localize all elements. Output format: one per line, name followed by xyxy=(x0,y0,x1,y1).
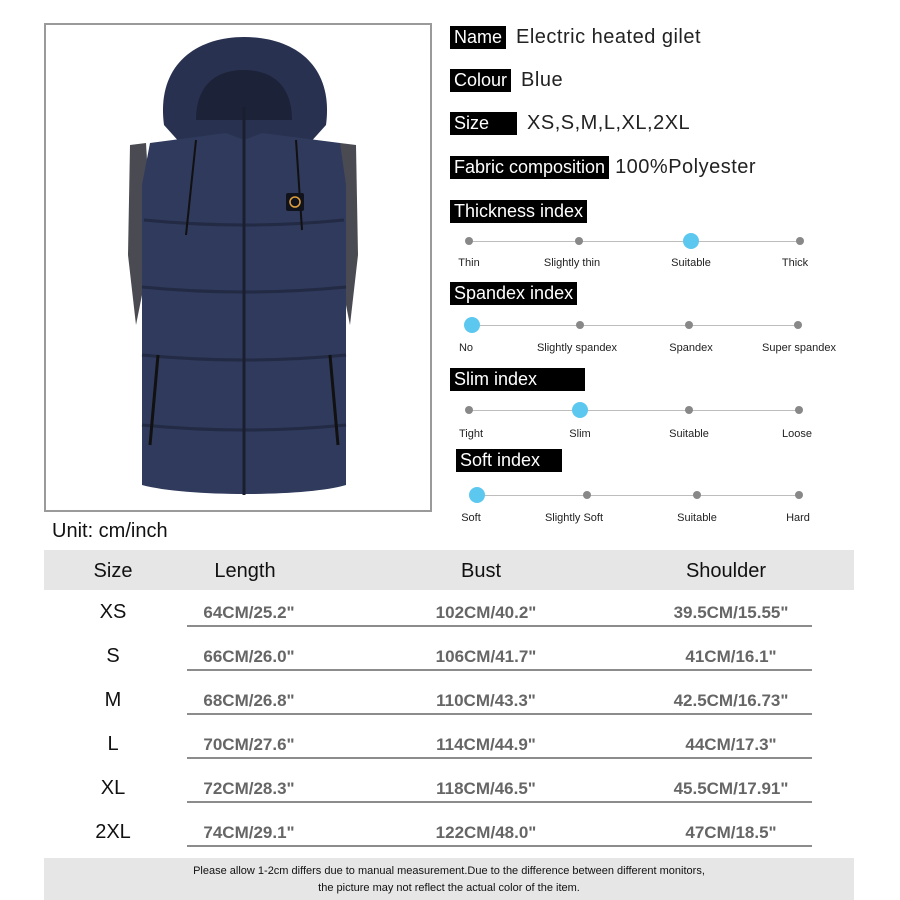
scale-dot xyxy=(794,321,802,329)
scale-dot xyxy=(795,491,803,499)
spec-size-row xyxy=(450,112,690,135)
scale-line xyxy=(472,325,798,326)
disclaimer-line-2: the picture may not reflect the actual color of the item. xyxy=(318,882,580,894)
disclaimer-footer xyxy=(44,858,854,900)
scale-dot xyxy=(693,491,701,499)
row-divider xyxy=(187,757,812,759)
scale-label: Suitable xyxy=(677,512,717,524)
bust-cell: 110CM/43.3" xyxy=(436,691,536,710)
scale-label: Tight xyxy=(458,428,484,440)
length-cell: 70CM/27.6" xyxy=(203,735,295,754)
scale-label: Hard xyxy=(786,512,810,524)
scale-dot xyxy=(796,237,804,245)
size-cell: S xyxy=(106,645,120,667)
scale-dot-selected xyxy=(469,487,485,503)
scale-dot xyxy=(583,491,591,499)
scale-label: Slightly spandex xyxy=(536,342,618,354)
spec-size-value: XS,S,M,L,XL,2XL xyxy=(527,112,691,134)
shoulder-cell: 39.5CM/15.55" xyxy=(673,603,789,622)
shoulder-cell: 44CM/17.3" xyxy=(685,735,777,754)
scale-dot-selected xyxy=(683,233,699,249)
header-length: Length xyxy=(214,560,276,582)
bust-cell: 106CM/41.7" xyxy=(435,647,537,666)
header-bust: Bust xyxy=(460,560,502,582)
row-divider xyxy=(187,801,812,803)
spec-colour-value: Blue xyxy=(521,69,564,91)
shoulder-cell: 42.5CM/16.73" xyxy=(673,691,789,710)
scale-dot-selected xyxy=(464,317,480,333)
size-cell: 2XL xyxy=(95,821,131,843)
index-title: Thickness index xyxy=(450,200,587,223)
scale-dot xyxy=(795,406,803,414)
scale-dot xyxy=(465,406,473,414)
size-cell: M xyxy=(104,689,122,711)
scale-label: Thin xyxy=(458,257,480,269)
shoulder-cell: 45.5CM/17.91" xyxy=(673,779,789,798)
scale-line xyxy=(469,241,800,242)
shoulder-cell: 47CM/18.5" xyxy=(685,823,777,842)
scale-line xyxy=(477,495,799,496)
spec-fabric-key: Fabric composition xyxy=(450,156,609,179)
row-divider xyxy=(187,845,812,847)
spec-size-key: Size xyxy=(450,112,517,135)
row-divider xyxy=(187,669,812,671)
scale-line xyxy=(469,410,799,411)
scale-label: Super spandex xyxy=(762,342,836,354)
spec-fabric-row xyxy=(450,156,756,179)
product-image xyxy=(44,23,432,512)
spec-fabric-value: 100%Polyester xyxy=(615,156,757,178)
scale-dot xyxy=(576,321,584,329)
scale-label: Spandex xyxy=(669,342,713,354)
spec-name-row xyxy=(450,26,701,49)
scale-dot xyxy=(575,237,583,245)
length-cell: 72CM/28.3" xyxy=(203,779,295,798)
disclaimer-line-1: Please allow 1-2cm differs due to manual measurement.Due to the difference between different monitors, xyxy=(193,865,705,877)
header-size: Size xyxy=(93,560,133,582)
length-cell: 66CM/26.0" xyxy=(203,647,295,666)
bust-cell: 114CM/44.9" xyxy=(436,735,536,754)
bust-cell: 102CM/40.2" xyxy=(435,603,537,622)
index-title: Spandex index xyxy=(450,282,577,305)
length-cell: 64CM/25.2" xyxy=(203,603,295,622)
scale-dot-selected xyxy=(572,402,588,418)
scale-label: Suitable xyxy=(669,428,709,440)
scale-dot xyxy=(465,237,473,245)
scale-label: No xyxy=(458,342,474,354)
row-divider xyxy=(187,625,812,627)
spec-colour-key: Colour xyxy=(450,69,511,92)
bust-cell: 118CM/46.5" xyxy=(436,779,536,798)
size-cell: XS xyxy=(99,601,127,623)
length-cell: 74CM/29.1" xyxy=(203,823,295,842)
length-cell: 68CM/26.8" xyxy=(203,691,295,710)
shoulder-cell: 41CM/16.1" xyxy=(685,647,777,666)
spec-colour-row xyxy=(450,69,563,92)
scale-label: Slim xyxy=(569,428,591,440)
bust-cell: 122CM/48.0" xyxy=(435,823,537,842)
scale-dot xyxy=(685,321,693,329)
unit-label: Unit: cm/inch xyxy=(52,520,168,542)
scale-label: Loose xyxy=(782,428,812,440)
row-divider xyxy=(187,713,812,715)
size-cell: XL xyxy=(100,777,126,799)
scale-label: Slightly thin xyxy=(543,257,601,269)
scale-label: Thick xyxy=(781,257,809,269)
index-title: Slim index xyxy=(450,368,585,391)
scale-dot xyxy=(685,406,693,414)
spec-name-value: Electric heated gilet xyxy=(516,26,702,48)
scale-label: Soft xyxy=(461,512,481,524)
size-cell: L xyxy=(107,733,119,755)
scale-label: Slightly Soft xyxy=(544,512,604,524)
scale-label: Suitable xyxy=(671,257,711,269)
header-shoulder: Shoulder xyxy=(685,560,767,582)
index-title: Soft index xyxy=(456,449,562,472)
heated-vest-illustration xyxy=(46,25,432,512)
spec-name-key: Name xyxy=(450,26,506,49)
